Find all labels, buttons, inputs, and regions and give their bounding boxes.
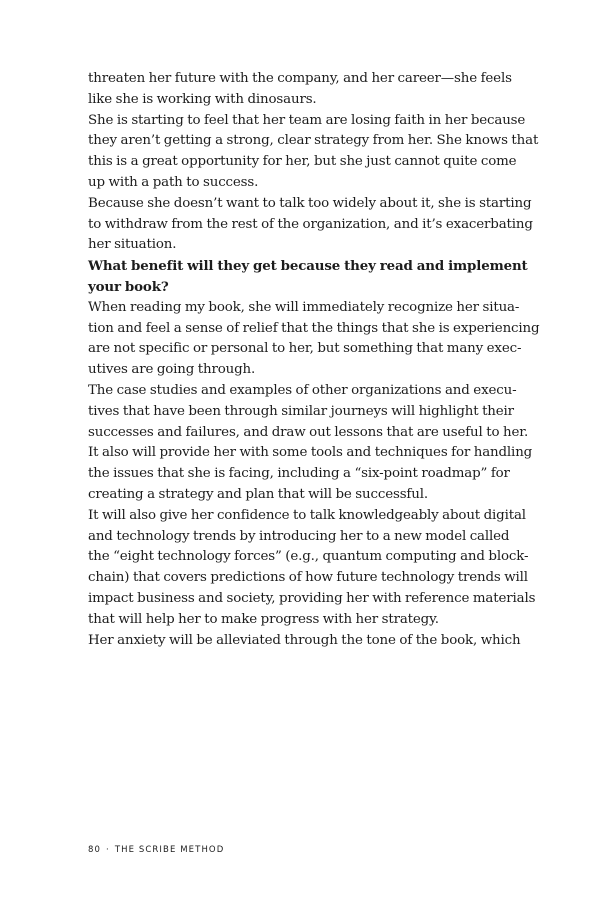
text-line: that will help her to make progress with her strategy. bbox=[88, 611, 439, 627]
text-line: the issues that she is facing, including a “six-point roadmap” for bbox=[88, 466, 510, 482]
heading-line: your book? bbox=[88, 278, 169, 295]
heading-line: What benefit will they get because they read and implement bbox=[88, 258, 528, 275]
text-line: Because she doesn’t want to talk too widely about it, she is starting bbox=[88, 195, 532, 211]
text-line: this is a great opportunity for her, but she just cannot quite come bbox=[88, 154, 517, 170]
text-line: up with a path to success. bbox=[88, 174, 259, 190]
paragraph bbox=[88, 298, 540, 381]
text-line: like she is working with dinosaurs. bbox=[88, 91, 317, 107]
text-line: her situation. bbox=[88, 237, 177, 253]
text-line: When reading my book, she will immediately recognize her situa- bbox=[88, 299, 520, 315]
paragraph bbox=[88, 381, 528, 443]
text-line: utives are going through. bbox=[88, 362, 256, 378]
text-line: they aren’t getting a strong, clear strategy from her. She knows that bbox=[88, 133, 539, 149]
text-line: She is starting to feel that her team are losing faith in her because bbox=[88, 112, 526, 128]
text-line: impact business and society, providing her with reference materials bbox=[88, 590, 536, 606]
paragraph bbox=[88, 194, 533, 256]
text-line: threaten her future with the company, and her career—she feels bbox=[88, 71, 512, 86]
page-footer bbox=[88, 845, 224, 855]
page-number: 80 bbox=[88, 845, 102, 855]
text-line: The case studies and examples of other organizations and execu- bbox=[88, 382, 517, 398]
text-line: successes and failures, and draw out lessons that are useful to her. bbox=[88, 424, 529, 440]
paragraph bbox=[88, 443, 533, 505]
paragraph bbox=[88, 111, 539, 194]
text-line: tion and feel a sense of relief that the things that she is experiencing bbox=[88, 320, 540, 336]
text-line: are not specific or personal to her, but something that many exec- bbox=[88, 341, 522, 357]
text-line: Her anxiety will be alleviated through the tone of the book, which bbox=[88, 632, 521, 648]
paragraph bbox=[88, 506, 536, 631]
text-line: It also will provide her with some tools and techniques for handling bbox=[88, 445, 533, 461]
text-line: to withdraw from the rest of the organization, and it’s exacerbating bbox=[88, 216, 533, 232]
running-title: THE SCRIBE METHOD bbox=[114, 845, 225, 855]
text-line: and technology trends by introducing her to a new model called bbox=[88, 528, 510, 544]
page-body bbox=[88, 69, 540, 651]
text-line: creating a strategy and plan that will be successful. bbox=[88, 486, 428, 502]
text-line: chain) that covers predictions of how future technology trends will bbox=[88, 570, 528, 586]
footer-separator: · bbox=[106, 845, 110, 855]
paragraph bbox=[88, 631, 528, 652]
text-line: the “eight technology forces” (e.g., quantum computing and block- bbox=[88, 549, 529, 565]
section-heading bbox=[88, 256, 528, 298]
paragraph bbox=[88, 69, 528, 111]
text-line: It will also give her confidence to talk knowledgeably about digital bbox=[88, 507, 526, 523]
text-line: tives that have been through similar journeys will highlight their bbox=[88, 403, 514, 419]
